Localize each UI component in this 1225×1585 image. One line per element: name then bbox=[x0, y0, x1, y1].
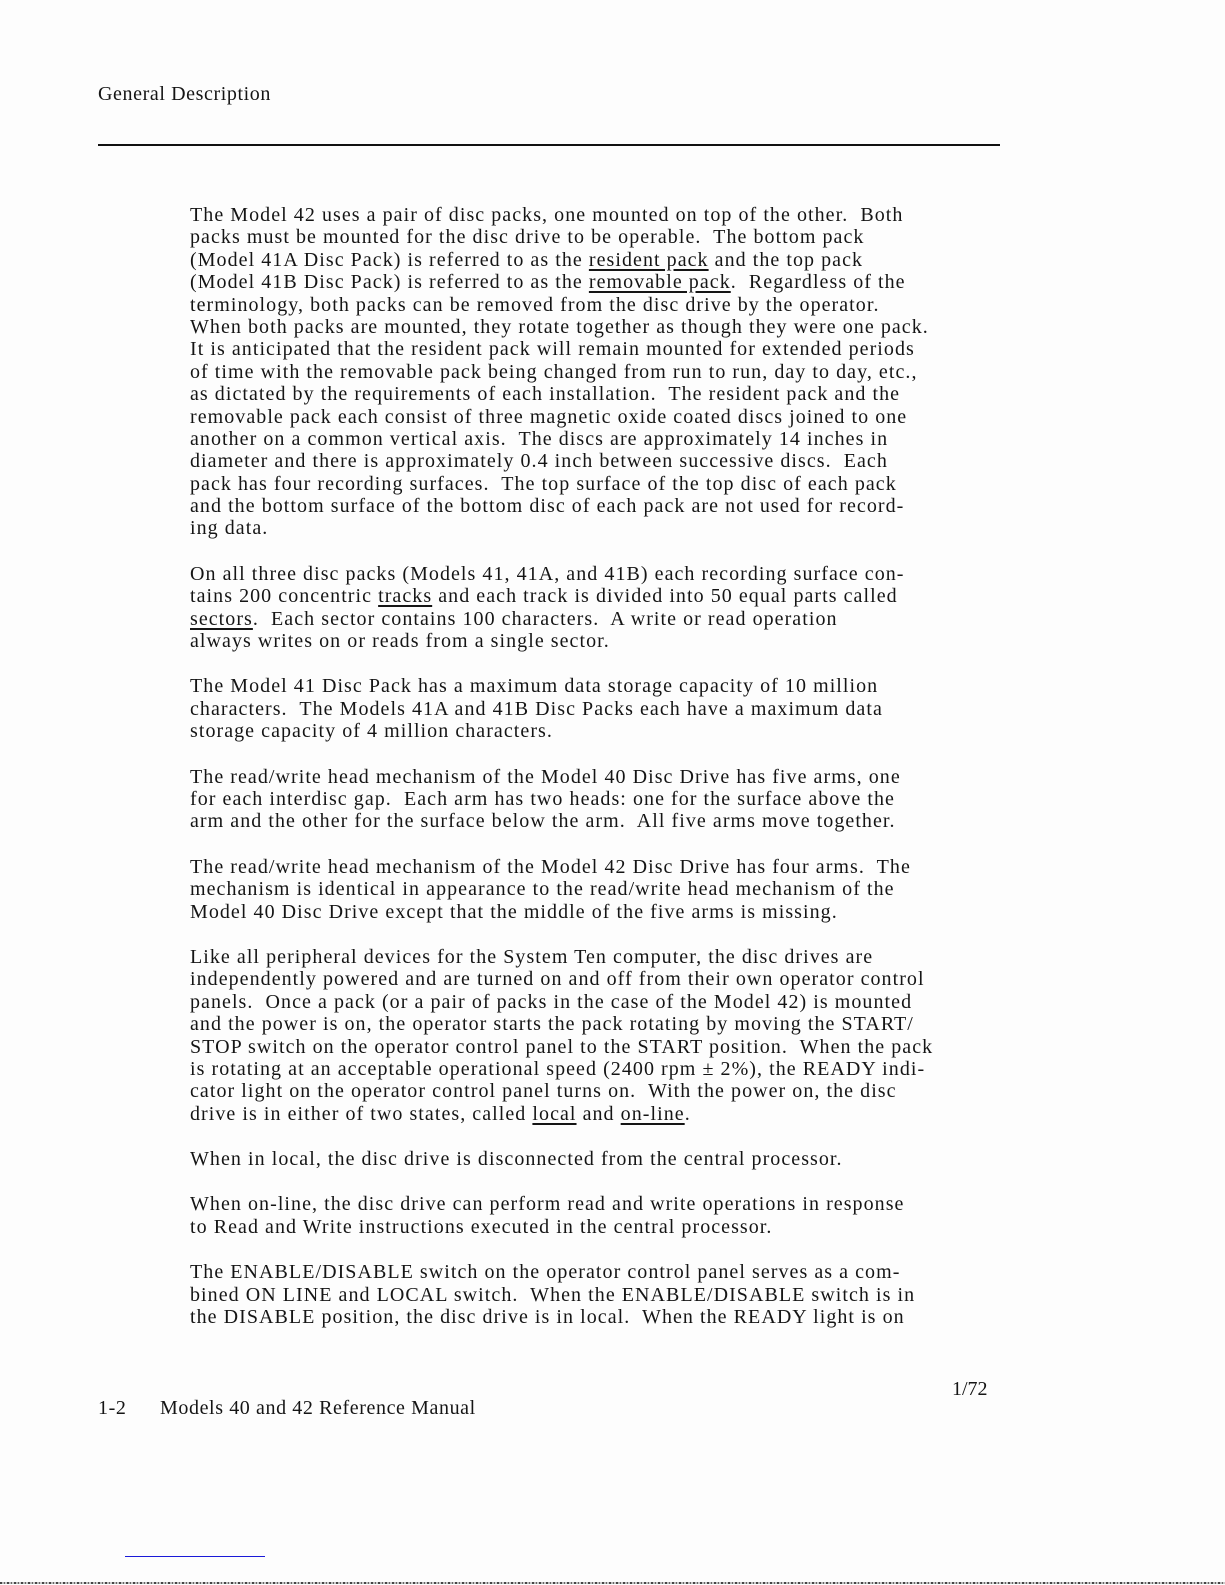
text-segment: the DISABLE position, the disc drive is in local. When the READY light is on bbox=[190, 1306, 905, 1329]
text-line bbox=[190, 383, 1020, 405]
text-segment: Model 40 Disc Drive except that the middle of the five arms is missing. bbox=[190, 900, 838, 923]
paragraph bbox=[190, 766, 1020, 833]
text-line bbox=[190, 608, 1020, 630]
paragraph bbox=[190, 1261, 1020, 1328]
underlined-term: resident pack bbox=[588, 248, 709, 271]
text-line bbox=[190, 946, 1020, 968]
text-line bbox=[190, 249, 1020, 271]
text-segment: tains 200 concentric bbox=[190, 585, 379, 608]
text-segment: for each interdisc gap. Each arm has two heads: one for the surface above the bbox=[190, 787, 895, 810]
text-segment: arm and the other for the surface below the arm. All five arms move together. bbox=[190, 810, 896, 833]
text-line bbox=[190, 517, 1020, 539]
text-line bbox=[190, 810, 1020, 832]
text-segment: panels. Once a pack (or a pair of packs in the case of the Model 42) is mounted bbox=[190, 990, 913, 1013]
paragraph bbox=[190, 856, 1020, 923]
text-line bbox=[190, 630, 1020, 652]
text-line bbox=[190, 856, 1020, 878]
text-segment: terminology, both packs can be removed from the disc drive by the operator. bbox=[190, 293, 880, 316]
text-line bbox=[190, 406, 1020, 428]
text-segment: and each track is divided into 50 equal parts called bbox=[432, 585, 898, 608]
underlined-term: on-line bbox=[620, 1102, 685, 1125]
text-segment: pack has four recording surfaces. The top surface of the top disc of each pack bbox=[190, 472, 897, 495]
text-line bbox=[190, 1193, 1020, 1215]
text-line bbox=[190, 720, 1020, 742]
text-segment: and bbox=[576, 1102, 621, 1125]
text-segment: When in local, the disc drive is disconnected from the central processor. bbox=[190, 1148, 843, 1171]
text-segment: . Regardless of the bbox=[730, 271, 906, 294]
scan-artifact-line bbox=[125, 1556, 265, 1557]
text-segment: of time with the removable pack being changed from run to run, day to day, etc., bbox=[190, 360, 918, 383]
text-line bbox=[190, 1216, 1020, 1238]
text-line bbox=[190, 991, 1020, 1013]
text-segment: It is anticipated that the resident pack will remain mounted for extended periods bbox=[190, 338, 915, 361]
text-line bbox=[190, 878, 1020, 900]
text-line bbox=[190, 563, 1020, 585]
underlined-term: tracks bbox=[378, 585, 433, 608]
text-segment: bined ON LINE and LOCAL switch. When the ENABLE/DISABLE switch is in bbox=[190, 1283, 916, 1306]
text-segment: The read/write head mechanism of the Model 40 Disc Drive has five arms, one bbox=[190, 765, 901, 788]
text-segment: and the bottom surface of the bottom disc of each pack are not used for record- bbox=[190, 495, 905, 518]
paragraph bbox=[190, 1193, 1020, 1238]
text-line bbox=[190, 675, 1020, 697]
text-segment: diameter and there is approximately 0.4 inch between successive discs. Each bbox=[190, 450, 888, 473]
text-line bbox=[190, 1080, 1020, 1102]
revision-date: 1/72 bbox=[952, 1378, 988, 1400]
text-line bbox=[190, 585, 1020, 607]
text-segment: When on-line, the disc drive can perform read and write operations in response bbox=[190, 1193, 905, 1216]
text-line bbox=[190, 204, 1020, 226]
text-line bbox=[190, 361, 1020, 383]
text-segment: characters. The Models 41A and 41B Disc Packs each have a maximum data bbox=[190, 697, 883, 720]
text-segment: and the top pack bbox=[708, 248, 864, 271]
text-line bbox=[190, 1148, 1020, 1170]
text-segment: as dictated by the requirements of each installation. The resident pack and the bbox=[190, 383, 901, 406]
text-segment: On all three disc packs (Models 41, 41A, and 41B) each recording surface con- bbox=[190, 562, 905, 585]
underlined-term: local bbox=[532, 1102, 577, 1125]
text-line bbox=[190, 698, 1020, 720]
text-segment: The Model 41 Disc Pack has a maximum data storage capacity of 10 million bbox=[190, 675, 879, 698]
text-line bbox=[190, 1036, 1020, 1058]
text-segment: Like all peripheral devices for the System Ten computer, the disc drives are bbox=[190, 945, 874, 968]
body-text bbox=[190, 204, 1020, 1351]
underlined-term: removable pack bbox=[588, 271, 731, 294]
text-segment: (Model 41B Disc Pack) is referred to as the bbox=[190, 271, 589, 294]
paragraph bbox=[190, 1148, 1020, 1170]
paragraph bbox=[190, 563, 1020, 653]
underlined-term: sectors bbox=[190, 607, 253, 630]
text-line bbox=[190, 294, 1020, 316]
text-line bbox=[190, 766, 1020, 788]
text-line bbox=[190, 450, 1020, 472]
manual-title: Models 40 and 42 Reference Manual bbox=[160, 1397, 476, 1419]
text-line bbox=[190, 901, 1020, 923]
text-segment: cator light on the operator control panel turns on. With the power on, the disc bbox=[190, 1080, 897, 1103]
text-line bbox=[190, 1306, 1020, 1328]
text-segment: independently powered and are turned on and off from their own operator control bbox=[190, 968, 925, 991]
text-segment: STOP switch on the operator control panel to the START position. When the pack bbox=[190, 1035, 934, 1058]
text-segment: packs must be mounted for the disc drive to be operable. The bottom pack bbox=[190, 226, 865, 249]
text-line bbox=[190, 495, 1020, 517]
paragraph bbox=[190, 946, 1020, 1125]
text-segment: storage capacity of 4 million characters. bbox=[190, 720, 553, 743]
text-segment: ing data. bbox=[190, 517, 269, 540]
text-segment: The ENABLE/DISABLE switch on the operator control panel serves as a com- bbox=[190, 1261, 901, 1284]
text-segment: removable pack each consist of three magnetic oxide coated discs joined to one bbox=[190, 405, 908, 428]
text-segment: . bbox=[684, 1102, 691, 1125]
text-line bbox=[190, 1261, 1020, 1283]
scan-edge bbox=[0, 1582, 1225, 1584]
text-segment: The Model 42 uses a pair of disc packs, one mounted on top of the other. Both bbox=[190, 204, 904, 226]
text-line bbox=[190, 788, 1020, 810]
paragraph bbox=[190, 675, 1020, 742]
paragraph bbox=[190, 204, 1020, 540]
text-line bbox=[190, 1284, 1020, 1306]
text-segment: drive is in either of two states, called bbox=[190, 1102, 533, 1125]
running-header: General Description bbox=[98, 83, 272, 105]
text-line bbox=[190, 473, 1020, 495]
text-segment: mechanism is identical in appearance to the read/write head mechanism of the bbox=[190, 878, 895, 901]
text-segment: (Model 41A Disc Pack) is referred to as the bbox=[190, 248, 589, 271]
text-segment: When both packs are mounted, they rotate together as though they were one pack. bbox=[190, 315, 929, 338]
text-line bbox=[190, 271, 1020, 293]
text-segment: . Each sector contains 100 characters. A write or read operation bbox=[252, 607, 838, 630]
header-rule bbox=[98, 144, 1000, 146]
text-line bbox=[190, 1103, 1020, 1125]
text-line bbox=[190, 226, 1020, 248]
text-line bbox=[190, 338, 1020, 360]
text-segment: The read/write head mechanism of the Model 42 Disc Drive has four arms. The bbox=[190, 855, 911, 878]
text-line bbox=[190, 968, 1020, 990]
text-segment: always writes on or reads from a single sector. bbox=[190, 630, 610, 653]
text-segment: to Read and Write instructions executed in the central processor. bbox=[190, 1215, 773, 1238]
text-line bbox=[190, 316, 1020, 338]
text-segment: and the power is on, the operator starts the pack rotating by moving the START/ bbox=[190, 1013, 914, 1036]
text-line bbox=[190, 1058, 1020, 1080]
text-line bbox=[190, 1013, 1020, 1035]
text-line bbox=[190, 428, 1020, 450]
text-segment: another on a common vertical axis. The discs are approximately 14 inches in bbox=[190, 427, 889, 450]
page-number: 1-2 bbox=[98, 1397, 127, 1419]
text-segment: is rotating at an acceptable operational speed (2400 rpm ± 2%), the READY indi- bbox=[190, 1057, 926, 1080]
